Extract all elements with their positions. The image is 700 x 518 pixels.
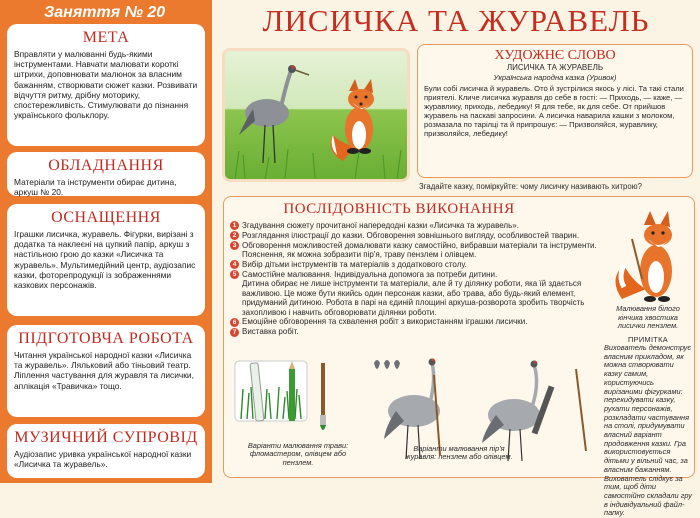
step-item: [230, 317, 602, 326]
step-text: Розглядання ілюстрації до казки. Обговорення зовнішнього вигляду, особливостей тварин.: [242, 230, 580, 240]
grass-strokes: [235, 149, 401, 179]
step-text: Згадування сюжету прочитаної напередодні казки «Лисичка та журавель».: [242, 221, 519, 230]
step-item: [230, 260, 602, 269]
fox-and-crane-illustration: [222, 48, 410, 182]
equipment-card: [7, 152, 205, 196]
step-item: [230, 327, 602, 336]
equipment-text: Матеріали та інструменти обирає дитина, аркуш № 20.: [14, 177, 177, 198]
music-heading: МУЗИЧНИЙ СУПРОВІД: [14, 429, 198, 446]
illustration-svg: [225, 51, 407, 179]
outfit-heading: ОСНАЩЕННЯ: [51, 209, 161, 226]
steps-list: [230, 221, 602, 337]
step-text: Вибір дітьми інструментів та матеріалів з додаткового столу.: [242, 259, 467, 269]
step-item: [230, 270, 602, 279]
step-item: [230, 231, 602, 240]
step-number: 4: [230, 260, 239, 269]
step-text: Виставка робіт.: [242, 327, 299, 337]
grass-caption: Варіанти малювання трави: фломастером, олівцем або пензлем.: [247, 441, 349, 467]
goal-heading: МЕТА: [82, 29, 130, 46]
feathers-caption: Варіанти малювання пір'я журавля: пензлем або олівцем.: [405, 444, 513, 462]
fox-painting-illustration: [602, 199, 694, 309]
prep-card: [7, 325, 205, 417]
music-text: Аудіозапис уривка української народної казки «Лисичка та журавель».: [14, 449, 192, 470]
outfit-text: Іграшки лисичка, журавель. Фігурки, вирізані з додатка та наклеєні на цупкий папір, аркуш з настільною грою до казки «Лисичка та журавель». Мультимедійний центр, аудіозапис казки, фоторепродукції із зображеннями казкових персонажів.: [14, 229, 196, 291]
step-number: 7: [230, 328, 239, 337]
goal-text: Вправляти у малюванні будь-якими інструментами. Навчати малювати короткі штрихи, доповнювати малюнок за власним бажанням, створювати сюжет казки. Розвивати відчуття ритму, дрібну моторику, спостережливість. Стимулювати до пізнання українського фольклору.: [14, 49, 198, 121]
fox-caption: Малювання білого кінчика хвостика лисички пензлем.: [616, 304, 680, 331]
story-source: Українська народна казка (Уривок): [493, 73, 617, 82]
outfit-card: [7, 204, 205, 316]
step-number: 2: [230, 231, 239, 240]
note-text: Вихователь демонструє власним прикладом, як можна створювати казку самим, користуючись вирізаними фігурками: перекидувати казку, рухати персонажів, розкладати частування на столі, придумувати власний варіант продовження казки. Гра використовується дітьми у вільний час, за власним бажанням. Вихователь слідкує за тим, щоб діти самостійно складали гру в індивідуальний файл-папку.: [604, 343, 692, 518]
prep-heading: ПІДГОТОВЧА РОБОТА: [18, 330, 194, 347]
step-number: 6: [230, 318, 239, 327]
step-item: [230, 241, 602, 260]
music-card: [7, 424, 205, 478]
story-heading: ХУДОЖНЄ СЛОВО: [494, 48, 616, 63]
artistic-word-panel: [417, 44, 693, 178]
step-5-details: Дитина обирає не лише інструменти та матеріали, але й ту ділянку роботи, яка їй здається важливою. Це може бути якийсь один персонаж казки, або трава, або будь-який елемент, придуманий дитиною. Робота в парі на єдиній площині аркуша-розворота зробить творчість захопливою і навчить обговорювати ділянки роботи.: [242, 279, 585, 317]
discussion-question: Згадайте казку, поміркуйте: чому лисичку називають хитрою?: [419, 182, 642, 191]
step-text: Самостійне малювання. Індивідуальна допомога за потреби дитини.: [242, 269, 498, 279]
sequence-heading: ПОСЛІДОВНІСТЬ ВИКОНАННЯ: [283, 201, 515, 217]
prep-text: Читання української народної казки «Лисичка та журавель». Ляльковий або тіньовий театр. Ліплення частування для журавля та лисички, аплікація «Травичка» тощо.: [14, 350, 194, 391]
step-number: 1: [230, 221, 239, 230]
left-sidebar: [0, 0, 212, 483]
equipment-heading: ОБЛАДНАННЯ: [48, 157, 164, 174]
story-subtitle: ЛИСИЧКА ТА ЖУРАВЕЛЬ: [506, 63, 604, 72]
story-text: Були собі лисичка й журавель. Ото й зустрілися якось у лісі. Та такі стали приятелі. Кличе лисичка журавля до себе в гості: — Приходь, — каже, — журавлику, приходь, лебедику! Я для тебе, як для себе. От прийшов журавель на паскаві запросини. А лисичка наварила кашки з молоком, розмазала по тарілці та й припрошує: — Призволяйся, журавлику, призволяйся, лебедику!: [424, 84, 684, 139]
sequence-panel: [223, 196, 695, 518]
feather-strokes: [374, 360, 400, 369]
fox-figure: [331, 79, 374, 161]
crane-figure: [239, 65, 309, 163]
note-title: ПРИМІТКА: [628, 335, 668, 344]
lesson-number: Заняття № 20: [44, 4, 166, 21]
step-text: Обговорення можливостей домалювати казку самостійно, вибравши матеріали та інструменти. Пояснення, як можна зобразити пір'я, траву пензлем і олівцем.: [242, 240, 597, 259]
page-title: ЛИСИЧКА ТА ЖУРАВЕЛЬ: [262, 3, 650, 38]
step-number: 3: [230, 241, 239, 250]
step-item: [230, 221, 602, 230]
step-text: Емоційне обговорення та схвалення робіт з використанням іграшки лисички.: [242, 317, 528, 327]
goal-card: [7, 24, 205, 146]
step-number: 5: [230, 270, 239, 279]
